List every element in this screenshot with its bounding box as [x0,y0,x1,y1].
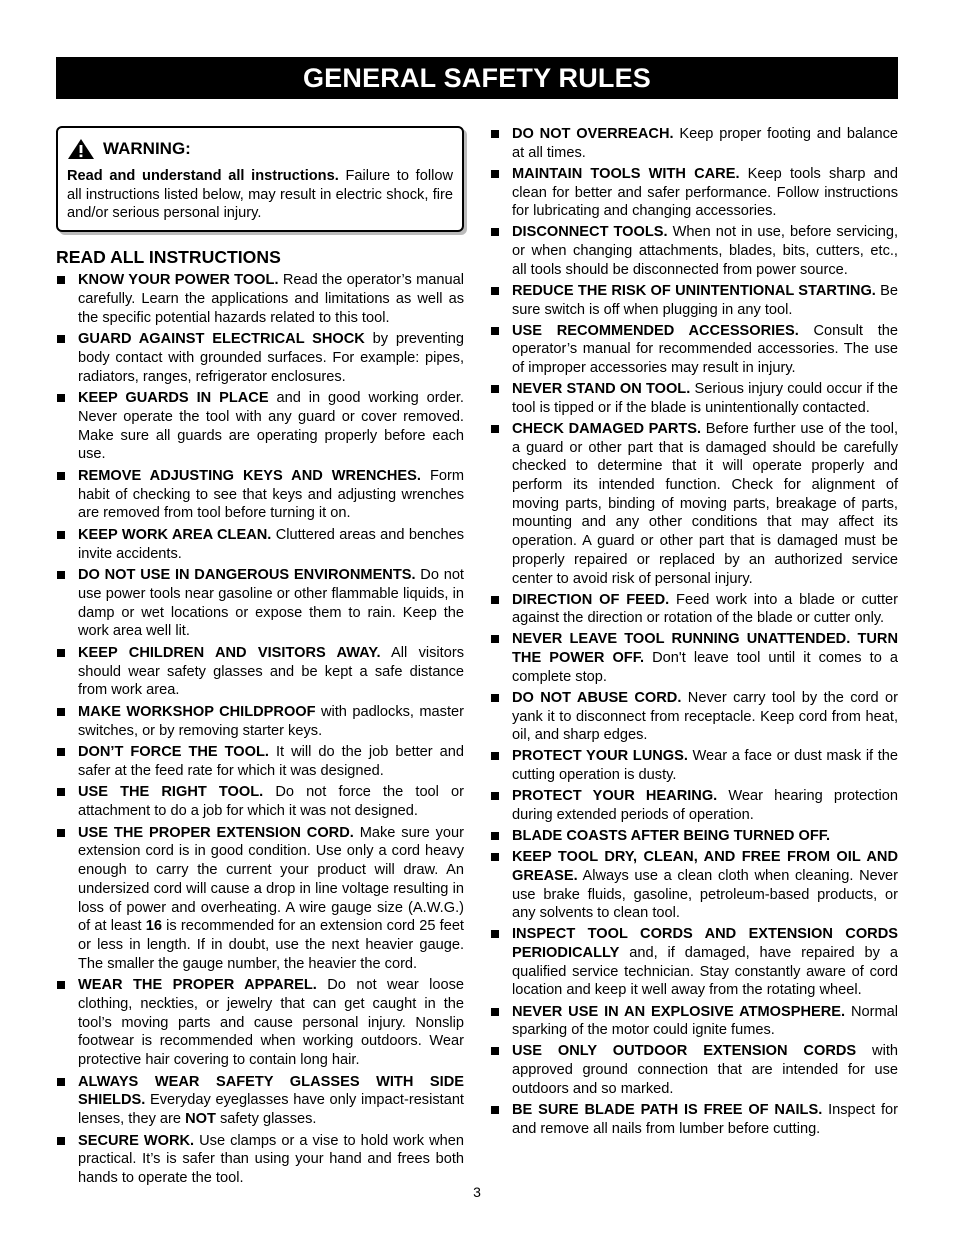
safety-rule [490,689,898,745]
warning-label: WARNING: [103,138,191,158]
bullet-square-icon [491,792,499,800]
bullet-square-icon [491,752,499,760]
rule-text: Cluttered areas and benches invite accidents. [78,526,465,562]
bullet-square-icon [491,635,499,643]
rule-text: Normal sparking of the motor could ignite fumes. [512,1003,898,1039]
bullet-square-icon [57,981,65,989]
safety-rule [56,976,464,1070]
safety-rule [490,1042,898,1098]
rule-text: Always use a clean cloth when cleaning. Never use brake fluids, gasoline, petroleum-based products, or any solvents to clean tool. [512,867,898,922]
safety-rule [56,566,464,641]
rule-text: Never carry tool by the cord or yank it to disconnect from receptacle. Keep cord from heat, oil, and sharp edges. [512,689,898,744]
bullet-square-icon [491,228,499,236]
bullet-square-icon [491,327,499,335]
rule-text: by preventing body contact with grounded surfaces. For example: pipes, radiators, ranges, refrigerator enclosures. [78,331,464,385]
rule-text: Inspect for and remove all nails from lumber before cutting. [512,1101,898,1137]
rule-text: with padlocks, master switches, or by removing starter keys. [78,703,464,739]
warning-header [67,138,453,160]
bullet-square-icon [491,170,499,178]
rule-text: Do not force the tool or attachment to do a job for which it was not designed. [78,784,464,820]
safety-rule [490,848,898,923]
rule-text: Make sure your extension cord is in good condition. Use only a cord heavy enough to carry the current your product will draw. An undersized cord will cause a drop in line voltage resulting in loss of power and overheating. A wire gauge size (A.W.G.) of at least [78,824,464,935]
bullet-square-icon [57,829,65,837]
rule-keyword: USE THE PROPER EXTENSION CORD. [78,824,354,841]
rule-keyword: WEAR THE PROPER APPAREL. [78,977,317,994]
safety-rule [490,125,898,162]
rule-keyword: DIRECTION OF FEED. [512,591,670,608]
left-rules-list [56,271,464,1188]
bullet-square-icon [57,708,65,716]
rule-text: Use clamps or a vise to hold work when practical. It’s is safer than using your hand and frees both hands to operate the tool. [78,1132,464,1187]
rule-keyword: INSPECT TOOL CORDS AND EXTENSION CORDS PERIODICALLY [512,926,898,961]
rule-text: Before further use of the tool, a guard or other part that is damaged should be carefully checked to determine that it will operate properly and perform its intended function. Check for alignment of moving parts, binding of moving parts, breakage of parts, mounting and any other conditions that may affect its operation. A guard or other part that is damaged must be properly repaired or replaced by an authorized service center to avoid risk of personal injury. [512,420,898,587]
safety-rule [490,747,898,784]
safety-rule [56,783,464,820]
rule-keyword: USE ONLY OUTDOOR EXTENSION CORDS [512,1043,857,1060]
rule-keyword: DO NOT ABUSE CORD. [512,689,682,706]
safety-rule [56,703,464,740]
warning-body: Failure to follow all instructions listed below, may result in electric shock, fire and/or serious personal injury. [67,168,453,222]
rule-text: Form habit of checking to see that keys and adjusting wrenches are removed from tool before turning it on. [78,467,464,522]
rule-text: and, if damaged, have repaired by a qualified service technician. Stay constantly aware of cord location and keep it well away from the rotating wheel. [512,945,898,999]
rule-keyword: MAINTAIN TOOLS WITH CARE. [512,165,740,182]
bullet-square-icon [491,694,499,702]
rule-text: Wear a face or dust mask if the cutting operation is dusty. [512,748,898,784]
safety-rule [490,322,898,378]
page-number: 3 [473,1184,481,1200]
rule-text: with approved ground connection that are intended for use outdoors and so marked. [512,1043,898,1097]
bullet-square-icon [491,385,499,393]
bullet-square-icon [491,1047,499,1055]
bullet-square-icon [57,335,65,343]
rule-keyword: NEVER STAND ON TOOL. [512,381,691,398]
rule-keyword: GUARD AGAINST ELECTRICAL SHOCK [78,331,365,348]
right-rules-list [490,125,898,1138]
bullet-square-icon [491,596,499,604]
rule-keyword: REDUCE THE RISK OF UNINTENTIONAL STARTING. [512,282,876,299]
bullet-square-icon [491,1106,499,1114]
safety-rule [490,165,898,221]
rule-text: Read the operator’s manual carefully. Learn the applications and limitations as well as the specific potential hazards related to this tool. [78,272,464,326]
rule-text: Serious injury could occur if the tool is tipped or if the blade is unintentionally contacted. [512,381,898,416]
bullet-square-icon [57,748,65,756]
safety-rule [56,1132,464,1188]
rule-keyword: 16 [145,918,162,935]
rule-keyword: CHECK DAMAGED PARTS. [512,420,702,437]
safety-rule [56,271,464,327]
rule-keyword: KNOW YOUR POWER TOOL. [78,272,279,289]
rule-keyword: USE RECOMMENDED ACCESSORIES. [512,322,799,339]
safety-rule [490,925,898,1000]
bullet-square-icon [57,531,65,539]
rule-text: Feed work into a blade or cutter against the direction or rotation of the blade or cutter only. [512,591,898,627]
bullet-square-icon [491,130,499,138]
bullet-square-icon [491,853,499,861]
safety-rule [490,630,898,686]
rule-keyword: KEEP WORK AREA CLEAN. [78,526,272,543]
bullet-square-icon [491,832,499,840]
rule-text: When not in use, before servicing, or when changing attachments, blades, bits, cutters, etc., all tools should be disconnected from power source. [512,224,898,278]
rule-keyword: DO NOT USE IN DANGEROUS ENVIRONMENTS. [78,567,416,584]
rule-text: is recommended for an extension cord 25 feet or less in length. If in doubt, use the next heavier gauge. The smaller the gauge number, the heavier the cord. [78,918,464,972]
section-title: READ ALL INSTRUCTIONS [56,247,281,268]
rule-text: Don't leave tool until it comes to a complete stop. [512,650,898,685]
bullet-square-icon [57,571,65,579]
warning-box [56,126,464,232]
warning-lead: Read and understand all instructions. [67,168,339,184]
rule-keyword: PROTECT YOUR HEARING. [512,788,718,805]
bullet-square-icon [57,1078,65,1086]
warning-text [67,167,453,223]
bullet-square-icon [491,287,499,295]
safety-rule [56,389,464,464]
rule-text: Wear hearing protection during extended periods of operation. [512,788,898,823]
rule-text: Everyday eyeglasses have only impact-resistant lenses, they are [78,1092,464,1128]
bullet-square-icon [491,425,499,433]
safety-rule [56,1073,464,1129]
rule-keyword: NEVER LEAVE TOOL RUNNING UNATTENDED. TURN THE POWER OFF. [512,631,898,667]
safety-rule [56,824,464,974]
rule-text: Keep proper footing and balance at all times. [512,126,899,161]
rule-text: Do not wear loose clothing, neckties, or jewelry that can get caught in the tool’s moving parts and cause personal injury. Nonslip footwear is recommended when working outdoors. Wear protective hair covering to contain long hair. [78,977,464,1069]
bullet-square-icon [57,394,65,402]
rule-text: Consult the operator’s manual for recommended accessories. The use of improper accessories may result in injury. [512,322,898,376]
rule-text: Be sure switch is off when plugging in any tool. [512,282,898,318]
bullet-square-icon [57,472,65,480]
bullet-square-icon [57,276,65,284]
rule-keyword: REMOVE ADJUSTING KEYS AND WRENCHES. [78,467,421,484]
rule-keyword: DO NOT OVERREACH. [512,126,674,142]
rule-keyword: SECURE WORK. [78,1132,195,1149]
left-column [56,126,464,1191]
rule-keyword: PROTECT YOUR LUNGS. [512,748,688,765]
right-column [490,125,898,1141]
safety-rule [490,420,898,588]
rule-text: safety glasses. [215,1111,317,1128]
rule-keyword: DISCONNECT TOOLS. [512,224,668,241]
rule-text: Do not use power tools near gasoline or other flammable liquids, in damp or wet locations or expose them to rain. Keep the work area well lit. [78,567,464,640]
bullet-square-icon [57,649,65,657]
safety-rule [56,330,464,386]
rule-keyword: BLADE COASTS AFTER BEING TURNED OFF. [512,828,831,844]
rule-text: It will do the job better and safer at the feed rate for which it was designed. [78,744,464,779]
page-title: GENERAL SAFETY RULES [56,57,898,99]
rule-keyword: KEEP GUARDS IN PLACE [78,390,269,407]
safety-rule [56,467,464,523]
safety-rule [490,591,898,628]
rule-keyword: USE THE RIGHT TOOL. [78,784,264,801]
safety-rule [490,380,898,417]
safety-rule [490,1003,898,1040]
rule-keyword: NEVER USE IN AN EXPLOSIVE ATMOSPHERE. [512,1003,846,1020]
safety-rule [56,526,464,563]
bullet-square-icon [491,1008,499,1016]
rule-keyword: KEEP CHILDREN AND VISITORS AWAY. [78,644,381,661]
rule-keyword: BE SURE BLADE PATH IS FREE OF NAILS. [512,1101,823,1118]
safety-rule [490,282,898,319]
rule-keyword: NOT [185,1111,216,1128]
safety-rule [490,223,898,279]
safety-rule [490,827,898,846]
safety-rule [56,743,464,780]
bullet-square-icon [57,788,65,796]
safety-rule [490,787,898,824]
rule-keyword: ALWAYS WEAR SAFETY GLASSES WITH SIDE SHIELDS. [78,1073,464,1109]
rule-keyword: DON’T FORCE THE TOOL. [78,744,269,761]
bullet-square-icon [57,1137,65,1145]
rule-text: All visitors should wear safety glasses and be kept a safe distance from work area. [78,644,464,699]
safety-rule [56,644,464,700]
bullet-square-icon [491,930,499,938]
rule-keyword: MAKE WORKSHOP CHILDPROOF [78,703,316,720]
rule-text: and in good working order. Never operate the tool with any guard or cover removed. Make sure all guards are operating properly before each use. [78,390,464,463]
rule-keyword: KEEP TOOL DRY, CLEAN, AND FREE FROM OIL AND GREASE. [512,849,898,884]
safety-rule [490,1101,898,1138]
warning-triangle-icon [67,138,95,160]
rule-text: Keep tools sharp and clean for better and safer performance. Follow instructions for lubricating and changing accessories. [512,165,899,220]
